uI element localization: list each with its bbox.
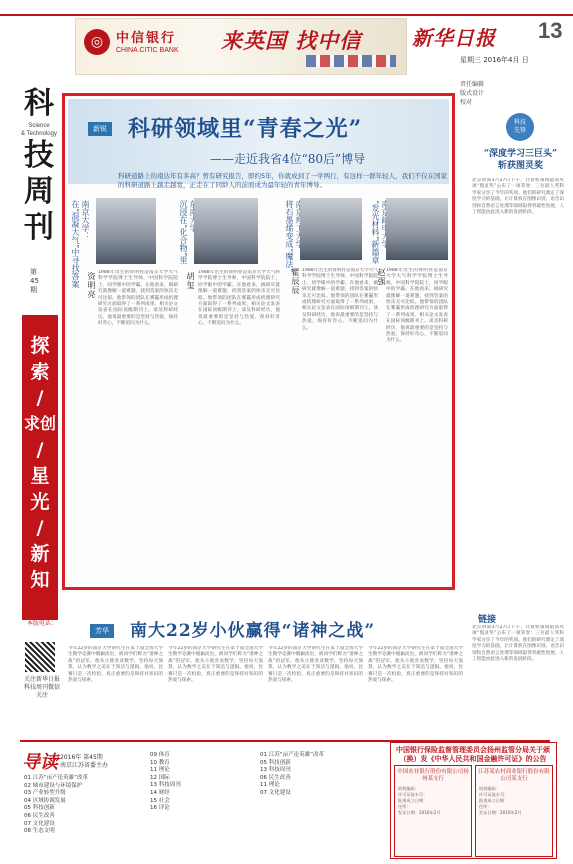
right-column-link-text: 北京时间3月27日下午，计算机领域最高奖项“图灵奖”公布了一项荣誉：三位最人奖科学家分享了今年的奖项。他们的研究奠定了深度学习的基础，让计算机在图像识别、语音识别和自然语言处理等领域取得突破性进展，人工智能由此进入新的发展阶段。 <box>472 625 564 663</box>
section-phone: 本版电话： <box>26 620 57 627</box>
notice-card-2 <box>475 765 553 857</box>
section-char-1: 科 <box>24 86 54 121</box>
notice-card-2-lines: 机构编码： 许可证流水号： 批准成立日期： 住所： 发证日期：2016年2月 <box>479 786 522 815</box>
newspaper-masthead: 新华日报 <box>412 26 496 50</box>
bank-advertisement[interactable] <box>75 18 407 75</box>
person-1-photo <box>96 198 156 264</box>
index-item[interactable]: 06 民生改善 <box>260 774 291 781</box>
person-4-caption: “发光材料”新篇章 <box>371 200 380 265</box>
notice-card-1-title: 中国农业银行股份有限公司扬州某支行 <box>397 769 469 782</box>
right-column-title: “深度学习三巨头” 斩获图灵奖 <box>483 149 558 171</box>
index-subtitle: 南京江苏省委主办 <box>60 762 109 769</box>
theme-word-3: 星光 <box>30 465 50 513</box>
index-item[interactable]: 09 体育 <box>150 752 170 758</box>
flag-decoration-icon <box>306 55 396 67</box>
index-item[interactable]: 02 城市建设与环境保护 <box>24 782 83 789</box>
index-col-1 <box>24 775 134 836</box>
story2-col3: 今年22岁的南京大学研究生在第十届全国大学生数学竞赛中脱颖而出，被同学们称为“诸神之战”的冠军。他从小就喜欢数学，坚持每天演算，认为数学之美在于简洁与逻辑。他说，比赛只是一次检验，真正重要的是保持对知识的热爱与探索。 <box>268 646 363 684</box>
index-item[interactable]: 11 理论 <box>150 767 170 774</box>
ad-slogan: 来英国 找中信 <box>221 28 362 53</box>
theme-sep-1: / <box>36 387 44 409</box>
index-item[interactable]: 13 科技周刊 <box>150 782 181 789</box>
index-item[interactable]: 12 国际 <box>150 774 170 781</box>
bank-logo-icon: ◎ <box>84 29 110 55</box>
person-1-caption: 南京大学： 在“混凝大气”中寻找答案 <box>71 200 90 289</box>
index-item[interactable]: 07 文化建设 <box>260 789 291 796</box>
right-column-badge: 科技 先锋 <box>506 113 534 141</box>
person-3-photo <box>300 198 362 260</box>
notice-card-1 <box>394 765 472 857</box>
feature-badge: 新锐 <box>88 122 112 136</box>
person-3-text: 1988年出生的资明亮是南京大学大气科学学院博士生导师，中国科学院院士，同学眼中的学霸。在他看来，搞研究就像解一道难题，找到答案的快乐无可比拟。他带领的团队在雾霾形成机理研究方面取得了一系列成果，相关论文发表在国际顶级期刊上。谈及科研经历，他说最重要的是坚持与热爱，保持好奇心，不断追问为什么。 <box>302 268 378 331</box>
right-column-link-label: 链接 <box>478 615 497 625</box>
person-2-photo <box>194 198 258 264</box>
notice-title: 中国银行保险监督管理委员会扬州监管分局关于颁（换）发《中华人民共和国金融许可证》的公告 <box>396 745 550 763</box>
index-item[interactable]: 07 文化建设 <box>24 820 55 827</box>
notice-card-2-title: 江苏某农村商业银行股份有限公司某支行 <box>478 769 550 782</box>
index-col-3 <box>260 752 380 798</box>
index-item[interactable]: 16 评论 <box>150 805 170 812</box>
index-item[interactable]: 05 科技创新 <box>260 759 291 766</box>
index-item[interactable]: 03 产业转型升级 <box>24 790 66 797</box>
qr-code-icon[interactable] <box>25 642 55 672</box>
index-item[interactable]: 05 科技创新 <box>24 805 55 812</box>
section-title <box>20 86 58 246</box>
person-2-name: 胡玺 <box>186 272 195 290</box>
story2-badge: 芳华 <box>90 624 114 638</box>
index-item[interactable]: 15 社会 <box>150 797 170 804</box>
index-item[interactable]: 01 江苏“亩产论英雄”改革 <box>260 752 324 758</box>
person-4-text: 1988年出生的资明亮是南京大学大气科学学院博士生导师，中国科学院院士，同学眼中的学霸。在他看来，搞研究就像解一道难题，找到答案的快乐无可比拟。他带领的团队在雾霾形成机理研究方面取得了一系列成果，相关论文发表在国际顶级期刊上。谈及科研经历，他说最重要的是坚持与热爱，保持好奇心，不断追问为什么。 <box>386 268 448 344</box>
index-logo: 导读 <box>22 752 58 773</box>
feature-intro: 科研道路上的南达年有多高？曾有研究报告，即约5年，你就成到了一学两行，有这样一群年轻人，我们不仅在国家的科研道路上越走越宽，正走在了同龄人的前面成为最年轻的青年博导。 <box>118 172 448 189</box>
index-item[interactable]: 01 江苏“亩产论英雄”改革 <box>24 775 88 781</box>
story2-title: 南大22岁小伙赢得“诸神之战” <box>130 621 376 641</box>
section-char-4: 刊 <box>24 210 54 245</box>
person-2-text: 1988年出生的资明亮是南京大学大气科学学院博士生导师，中国科学院院士，同学眼中的学霸。在他看来，搞研究就像解一道难题，找到答案的快乐无可比拟。他带领的团队在雾霾形成机理研究方面取得了一系列成果，相关论文发表在国际顶级期刊上。谈及科研经历，他说最重要的是坚持与热爱，保持好奇心，不断追问为什么。 <box>198 270 280 327</box>
index-item[interactable]: 08 生态文明 <box>24 828 55 835</box>
person-3-name: 瞿辰辰 <box>291 268 300 295</box>
bank-en-name: CHINA CITIC BANK <box>116 47 179 54</box>
page-number: 13 <box>538 18 563 43</box>
qr-caption: 关注新华日报科技周刊微信关注 <box>23 676 60 699</box>
feature-title: 科研领域里“青春之光” <box>128 116 363 142</box>
feature-subtitle: ——走近我省4位“80后”博导 <box>210 152 366 166</box>
section-en-1: Science <box>28 123 50 129</box>
theme-word-1: 探索 <box>30 335 50 383</box>
person-4-photo <box>386 198 448 260</box>
index-col-2 <box>150 752 260 813</box>
index-item[interactable]: 14 财经 <box>150 789 170 796</box>
story2-col4: 今年22岁的南京大学研究生在第十届全国大学生数学竞赛中脱颖而出，被同学们称为“诸神之战”的冠军。他从小就喜欢数学，坚持每天演算，认为数学之美在于简洁与逻辑。他说，比赛只是一次检验，真正重要的是保持对知识的热爱与探索。 <box>368 646 463 684</box>
section-char-3: 周 <box>24 174 54 209</box>
person-1-name: 资明亮 <box>87 272 96 299</box>
index-item[interactable]: 10 教育 <box>150 759 170 766</box>
story2-col1: 今年22岁的南京大学研究生在第十届全国大学生数学竞赛中脱颖而出，被同学们称为“诸神之战”的冠军。他从小就喜欢数学，坚持每天演算，认为数学之美在于简洁与逻辑。他说，比赛只是一次检验，真正重要的是保持对知识的热爱与探索。 <box>68 646 163 684</box>
notice-card-1-lines: 机构编码： 许可证流水号： 批准成立日期： 住所： 发证日期：2016年2月 <box>398 786 441 815</box>
section-en-2: & Technology <box>21 131 57 137</box>
index-item[interactable]: 13 科技周刊 <box>260 767 291 774</box>
section-char-2: 技 <box>24 138 54 173</box>
issue-number: 第45期 <box>30 268 39 294</box>
index-item[interactable]: 06 民生改善 <box>24 812 55 819</box>
bank-name: 中信银行 <box>116 31 177 46</box>
top-rule <box>0 14 573 16</box>
theme-sep-3: / <box>36 517 44 539</box>
theme-word-2: 求创 <box>23 414 56 433</box>
index-issue: 2016年 第45期 <box>60 754 103 761</box>
index-item[interactable]: 04 区域协调发展 <box>24 797 66 804</box>
story2-col2: 今年22岁的南京大学研究生在第十届全国大学生数学竞赛中脱颖而出，被同学们称为“诸神之战”的冠军。他从小就喜欢数学，坚持每天演算，认为数学之美在于简洁与逻辑。他说，比赛只是一次检验，真正重要的是保持对知识的热爱与探索。 <box>168 646 263 684</box>
person-1-text: 1988年出生的资明亮是南京大学大气科学学院博士生导师，中国科学院院士，同学眼中的学霸。在他看来，搞研究就像解一道难题，找到答案的快乐无可比拟。他带领的团队在雾霾形成机理研究方面取得了一系列成果，相关论文发表在国际顶级期刊上。谈及科研经历，他说最重要的是坚持与热爱，保持好奇心，不断追问为什么。 <box>98 270 178 327</box>
person-3-caption: 将石墨烯变成“魔法” <box>285 200 294 273</box>
theme-word-4: 新知 <box>30 543 50 591</box>
person-4-name: 赵强 <box>377 268 386 286</box>
theme-sep-2: / <box>36 439 44 461</box>
dateline: 星期三 2016年4月 日 <box>460 56 529 64</box>
editor-info: 责任编辑 版式设计 校对 <box>460 81 485 106</box>
index-item[interactable]: 11 理论 <box>260 782 280 789</box>
section-theme-bar <box>22 315 58 620</box>
right-column-text: 北京时间3月27日下午，计算机领域最高奖项“图灵奖”公布了一项荣誉：三位最人奖科学家分享了今年的奖项。他们的研究奠定了深度学习的基础，让计算机在图像识别、语音识别和自然语言处理等领域取得突破性进展，人工智能由此进入新的发展阶段。 <box>472 178 564 216</box>
person-2-caption: 沉浸在“化合物”里 <box>179 200 188 265</box>
